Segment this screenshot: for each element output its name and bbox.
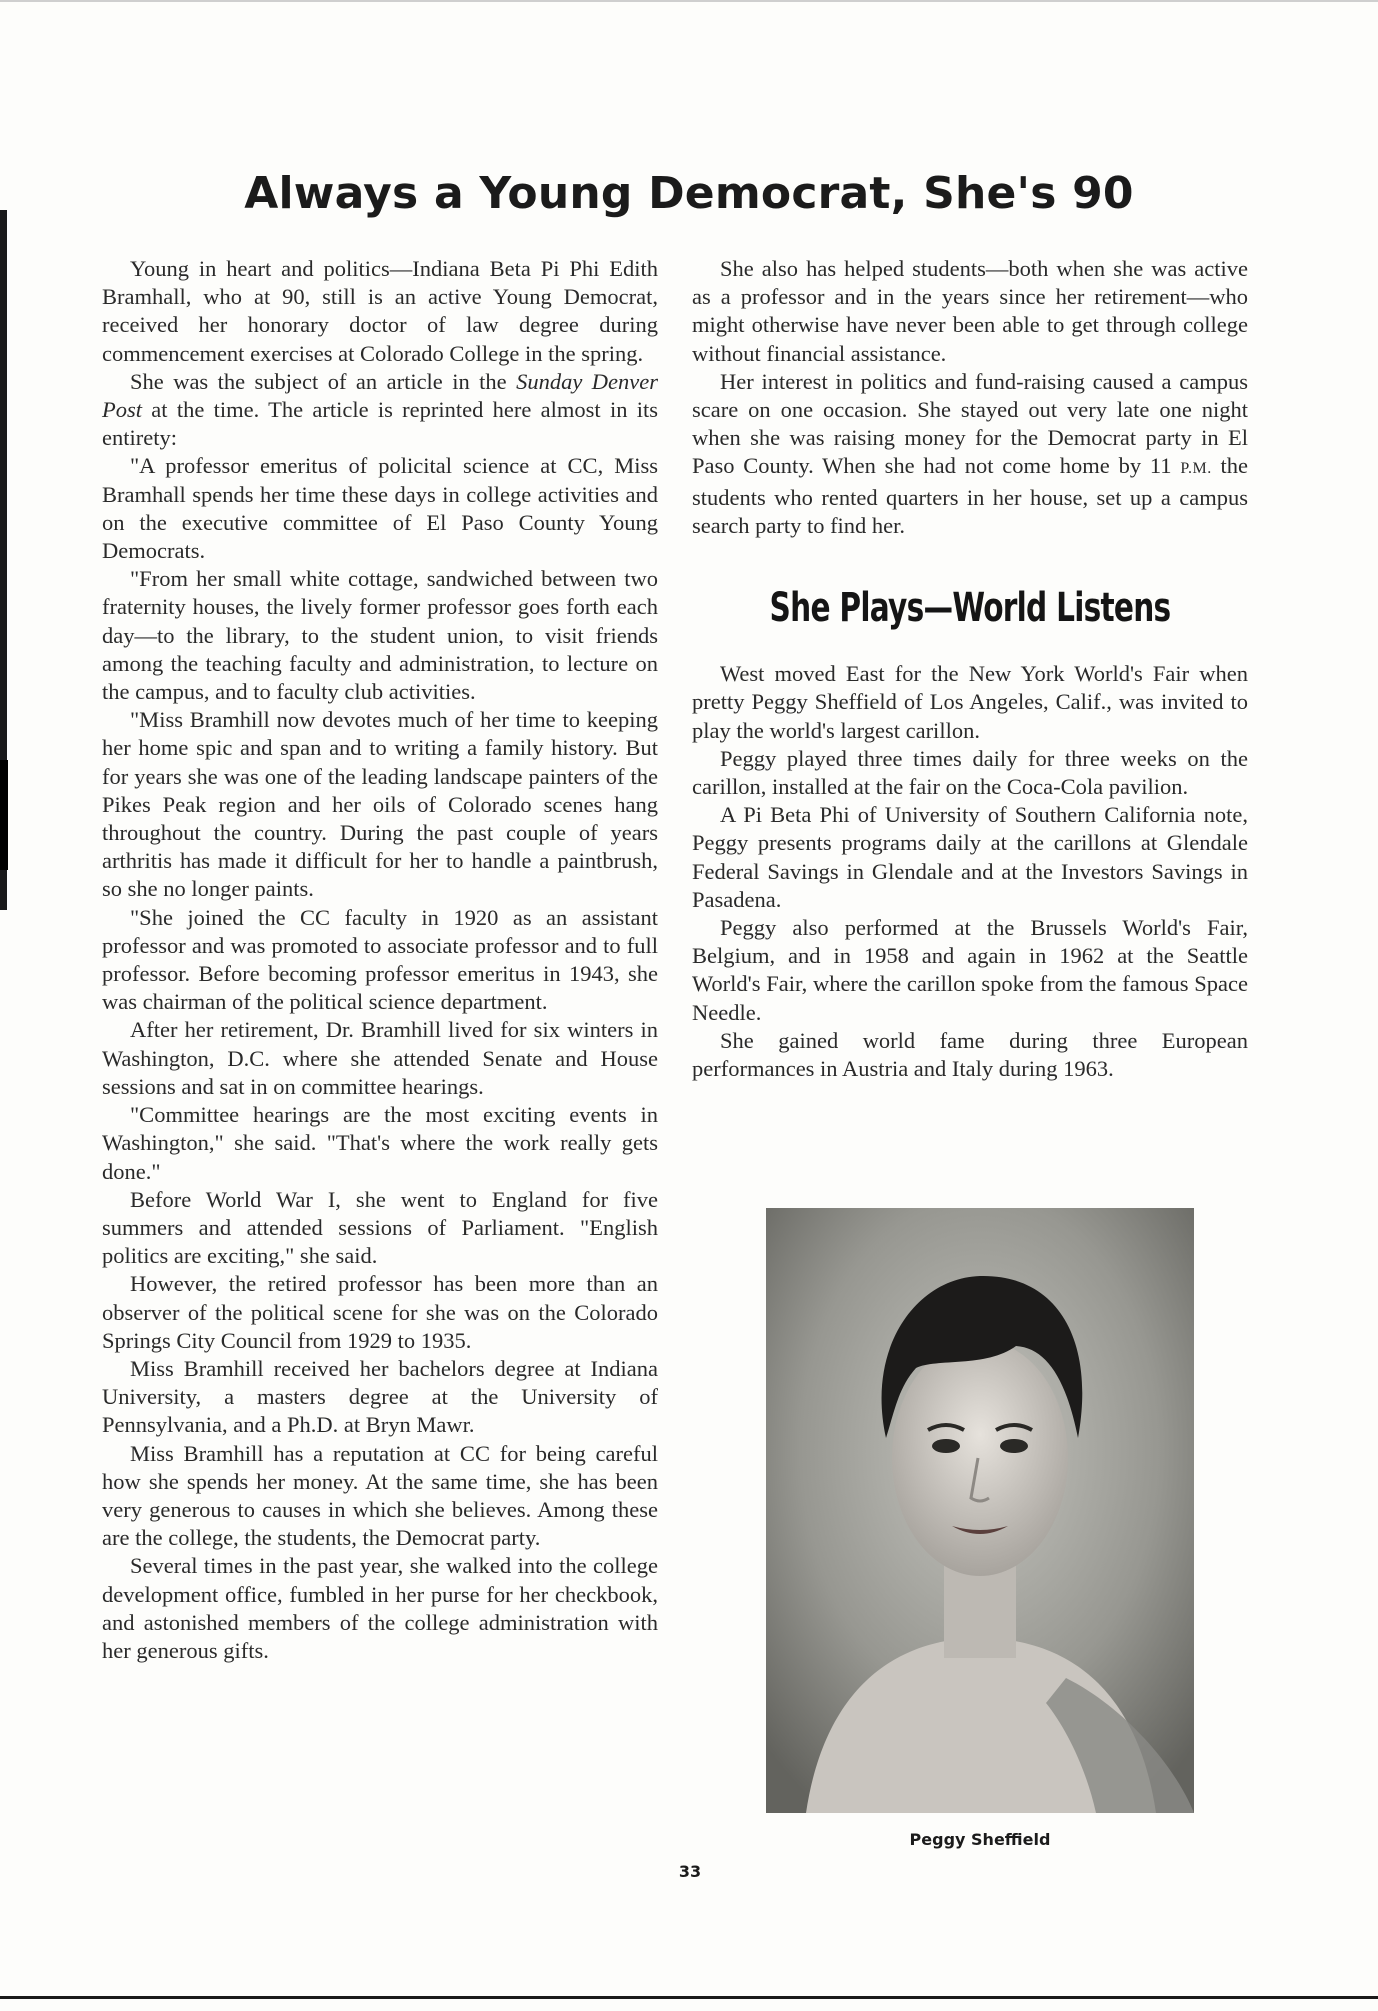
article-paragraph: "A professor emeritus of policital science at CC, Miss Bramhall spends her time these days in college activities and on the executive committee of El Paso County Young Democrats. (102, 453, 658, 564)
page-bottom-edge (0, 1996, 1378, 1999)
sidebar-paragraph: A Pi Beta Phi of University of Southern California note, Peggy presents programs daily at the carillons at Glendale Federal Savings in Glendale and at the Investors Savings in Pasadena. (692, 802, 1248, 912)
right-column (692, 255, 1248, 1083)
article-paragraph: However, the retired professor has been more than an observer of the political scene for she was on the Colorado Springs City Council from 1929 to 1935. (102, 1271, 658, 1353)
time-abbreviation: P.M. (1180, 460, 1212, 478)
subject-text-after: at the time. The article is reprinted here almost in its entirety: (102, 397, 658, 451)
sidebar-paragraph: Peggy also performed at the Brussels World's Fair, Belgium, and in 1958 and again in 1962 at the Seattle World's Fair, where the carillon spoke from the famous Space Needle. (692, 915, 1248, 1025)
article-paragraph: "Committee hearings are the most exciting events in Washington," she said. "That's where the work really gets done." (102, 1102, 658, 1184)
article-paragraph-campus-scare (692, 368, 1248, 540)
article-paragraph: Young in heart and politics—Indiana Beta Pi Phi Edith Bramhall, who at 90, still is an active Young Democrat, received her honorary doctor of law degree during commencement exercises at Colorado College in the spring. (102, 256, 658, 366)
subject-text-before: She was the subject of an article in the (130, 368, 517, 394)
page-number: 33 (678, 1862, 702, 1881)
portrait-photo (766, 1208, 1194, 1813)
sidebar-paragraph: West moved East for the New York World's Fair when pretty Peggy Sheffield of Los Angeles, Calif., was invited to play the world's largest carillon. (692, 661, 1248, 743)
sidebar-paragraph: Peggy played three times daily for three weeks on the carillon, installed at the fair on the Coca-Cola pavilion. (692, 745, 1248, 800)
article-paragraph: After her retirement, Dr. Bramhill lived for six winters in Washington, D.C. where she attended Senate and House sessions and sat in on committee hearings. (102, 1017, 658, 1099)
article-paragraph: "Miss Bramhill now devotes much of her time to keeping her home spic and span and to writing a family history. But for years she was one of the leading landscape painters of the Pikes Peak region and her oils of Colorado scenes hang throughout the country. During the past couple of years arthritis has made it difficult for her to handle a paintbrush, so she no longer paints. (102, 707, 658, 902)
article-paragraph: She also has helped students—both when she was active as a professor and in the years since her retirement—who might otherwise have never been able to get through college without financial assistance. (692, 256, 1248, 366)
scare-text-after: the students who rented quarters in her house, set up a campus search party to find her. (692, 453, 1248, 538)
portrait-illustration (766, 1208, 1194, 1813)
page-top-edge (0, 0, 1378, 2)
sidebar-title: She Plays—World Listens (769, 585, 1171, 632)
article-paragraph: Miss Bramhill has a reputation at CC for being careful how she spends her money. At the same time, she has been very generous to causes in which she believes. Among these are the college, the students, the Democrat party. (102, 1440, 658, 1551)
article-title: Always a Young Democrat, She's 90 (244, 168, 1134, 219)
publication-name: Sunday Denver Post (102, 368, 659, 423)
article-paragraph: "She joined the CC faculty in 1920 as an assistant professor and was promoted to associate professor and to full professor. Before becoming professor emeritus in 1943, she was chairman of the political science department. (102, 904, 658, 1015)
sidebar-paragraph: She gained world fame during three European performances in Austria and Italy during 1963. (692, 1027, 1248, 1082)
photo-caption: Peggy Sheffield (909, 1830, 1051, 1849)
article-paragraph: Before World War I, she went to England for five summers and attended sessions of Parliament. "English politics are exciting," she said. (102, 1186, 658, 1269)
left-column (102, 255, 658, 1665)
scan-binding-mark (0, 760, 8, 870)
article-paragraph: Miss Bramhill received her bachelors degree at Indiana University, a masters degree at the University of Pennsylvania, and a Ph.D. at Bryn Mawr. (102, 1355, 658, 1438)
scare-text-before: Her interest in politics and fund-raising caused a campus scare on one occasion. She stayed out very late one night when she was raising money for the Democrat party in El Paso County. When she had not come home by 11 (692, 368, 1248, 479)
article-paragraph: Several times in the past year, she walked into the college development office, fumbled in her purse for her checkbook, and astonished members of the college administration with her generous gifts. (102, 1553, 658, 1663)
article-paragraph: "From her small white cottage, sandwiched between two fraternity houses, the lively former professor goes forth each day—to the library, to the student union, to visit friends among the teaching faculty and administration, to lecture on the campus, and to faculty club activities. (102, 566, 658, 705)
article-paragraph-subject (102, 368, 658, 453)
